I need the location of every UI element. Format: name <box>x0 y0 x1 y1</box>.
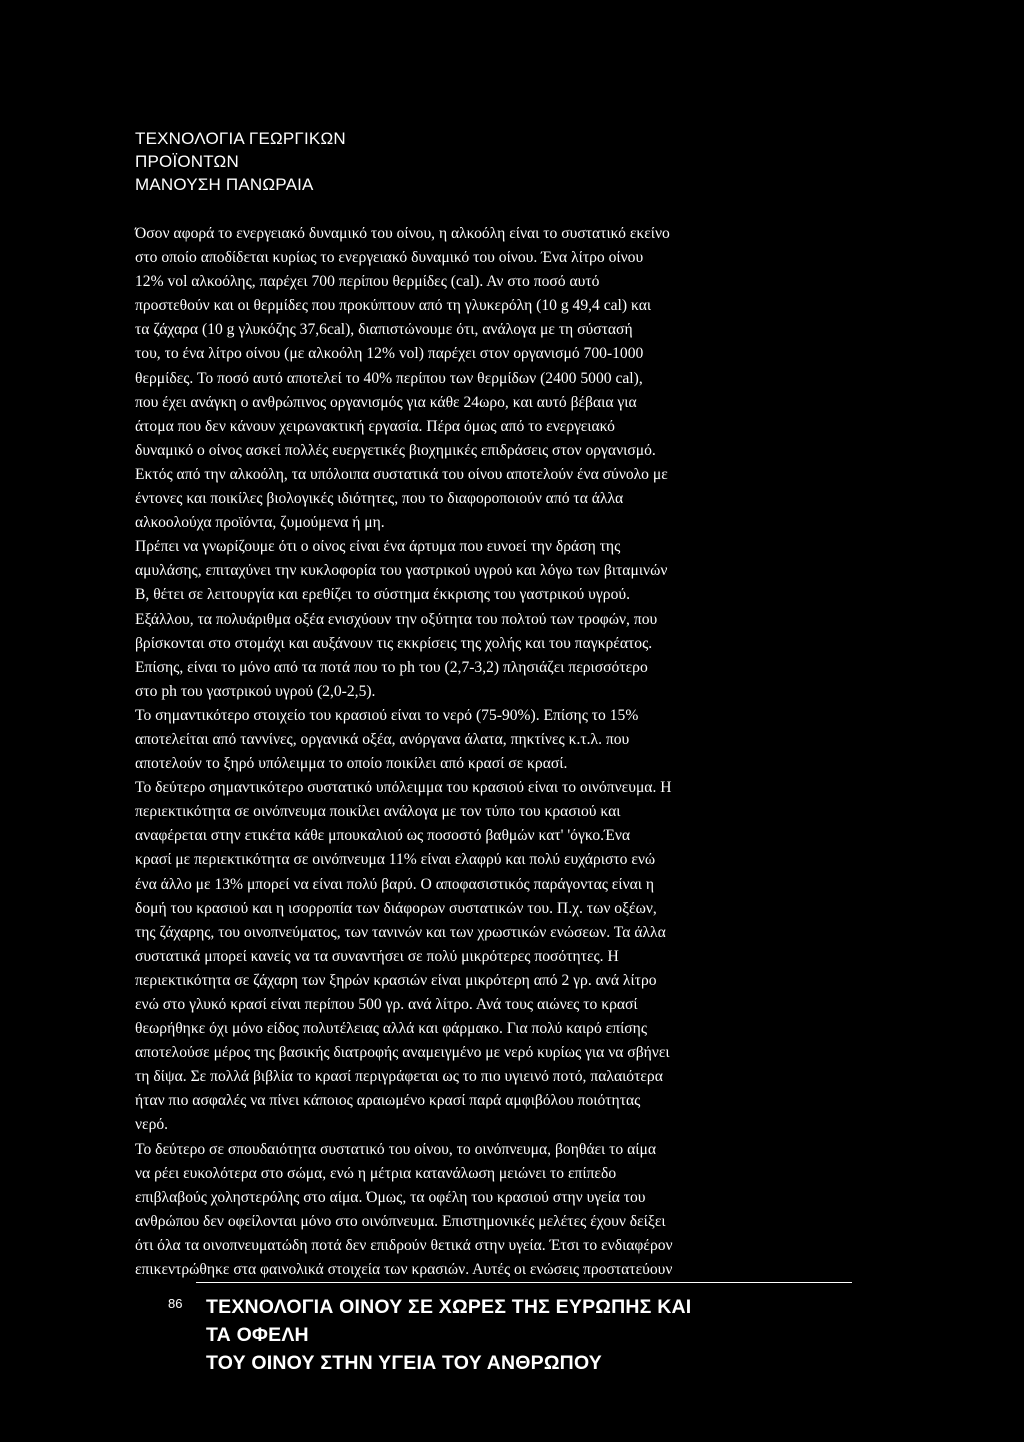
body-line: Όσον αφορά το ενεργειακό δυναμικό του οίνου, η αλκοόλη είναι το συστατικό εκείνο <box>135 225 670 242</box>
header-line-subject-cont: ΠΡΟΪΟΝΤΩΝ <box>135 152 239 171</box>
body-line: της ζάχαρης, του οινοπνεύματος, των τανινών και των χρωστικών ενώσεων. Τα άλλα <box>135 923 666 941</box>
body-line: βρίσκονται στο στομάχι και αυξάνουν τις εκκρίσεις της χολής και του παγκρέατος. <box>135 634 653 652</box>
body-line: Εξάλλου, τα πολυάριθμα οξέα ενισχύουν την οξύτητα του πολτού των τροφών, που <box>135 610 658 628</box>
body-line: περιεκτικότητα σε ζάχαρη των ξηρών κρασιών είναι μικρότερη από 2 γρ. ανά λίτρο <box>135 971 657 989</box>
header-line-author: ΜΑΝΟΥΣΗ ΠΑΝΩΡΑΙΑ <box>135 175 314 194</box>
body-line: δυναμικό ο οίνος ασκεί πολλές ευεργετικές βιοχημικές επιδράσεις στον οργανισμό. <box>135 441 656 459</box>
body-line: κρασί με περιεκτικότητα σε οινόπνευμα 11% είναι ελαφρύ και πολύ ευχάριστο ενώ <box>135 851 656 869</box>
body-line: Β, θέτει σε λειτουργία και ερεθίζει το σύστημα έκκρισης του γαστρικού υγρού. <box>135 586 630 604</box>
body-line: περιεκτικότητα σε οινόπνευμα ποικίλει ανάλογα με τον τύπο του κρασιού και <box>135 803 621 821</box>
footer-divider <box>196 1282 852 1283</box>
footer-title <box>206 1293 691 1377</box>
body-line: άτομα που δεν κάνουν χειρωνακτική εργασία. Πέρα όμως από το ενεργειακό <box>135 417 615 435</box>
body-line: ένα άλλο με 13% μπορεί να είναι πολύ βαρύ. Ο αποφασιστικός παράγοντας είναι η <box>135 875 655 893</box>
body-line: αποτελείται από ταννίνες, οργανικά οξέα, ανόργανα άλατα, πηκτίνες κ.τ.λ. που <box>135 730 630 748</box>
body-line: τη δίψα. Σε πολλά βιβλία το κρασί περιγράφεται ως το πιο υγιεινό ποτό, παλαιότερα <box>135 1068 663 1086</box>
document-header <box>135 127 346 196</box>
body-line: Πρέπει να γνωρίζουμε ότι ο οίνος είναι ένα άρτυμα που ευνοεί την δράση της <box>135 538 621 556</box>
body-line: θεωρήθηκε όχι μόνο είδος πολυτέλειας αλλά και φάρμακο. Για πολύ καιρό επίσης <box>135 1020 648 1038</box>
body-line: που έχει ανάγκη ο ανθρώπινος οργανισμός για κάθε 24ωρο, και αυτό βέβαια για <box>135 393 637 411</box>
body-line: ότι όλα τα οινοπνευματώδη ποτά δεν επιδρούν θετικά στην υγεία. Έτσι το ενδιαφέρον <box>135 1236 673 1254</box>
body-line: ενώ στο γλυκό κρασί είναι περίπου 500 γρ. ανά λίτρο. Ανά τους αιώνες το κρασί <box>135 996 638 1013</box>
page-number: 86 <box>168 1296 183 1311</box>
body-line: στο ph του γαστρικού υγρού (2,0-2,5). <box>135 682 376 700</box>
footer-title-line: ΤΟΥ ΟΙΝΟΥ ΣΤΗΝ ΥΓΕΙΑ ΤΟΥ ΑΝΘΡΩΠΟΥ <box>206 1352 602 1374</box>
body-line: αναφέρεται στην ετικέτα κάθε μπουκαλιού ως ποσοστό βαθμών κατ' 'όγκο.Ένα <box>135 827 631 845</box>
body-line: δομή του κρασιού και η ισορροπία των διάφορων συστατικών του. Π.χ. των οξέων, <box>135 899 657 917</box>
body-line: Το σημαντικότερο στοιχείο του κρασιού είναι το νερό (75-90%). Επίσης το 15% <box>135 706 639 724</box>
body-line: 12% vol αλκοόλης, παρέχει 700 περίπου θερμίδες (cal). Αν στο ποσό αυτό <box>135 273 600 291</box>
footer-title-line: ΤΕΧΝΟΛΟΓΙΑ ΟΙΝΟΥ ΣΕ ΧΩΡΕΣ ΤΗΣ ΕΥΡΩΠΗΣ ΚΑΙ <box>206 1296 692 1318</box>
body-line: επικεντρώθηκε στα φαινολικά στοιχεία των κρασιών. Αυτές οι ενώσεις προστατεύουν <box>135 1261 673 1279</box>
body-line: ήταν πιο ασφαλές να πίνει κάποιος αραιωμένο κρασί παρά αμφιβόλου ποιότητας <box>135 1092 641 1110</box>
body-line: Το δεύτερο σε σπουδαιότητα συστατικό του οίνου, το οινόπνευμα, βοηθάει το αίμα <box>135 1140 656 1158</box>
body-line: προστεθούν και οι θερμίδες που προκύπτουν από τη γλυκερόλη (10 g 49,4 cal) και <box>135 297 652 315</box>
body-line: αποτελούσε μέρος της βασικής διατροφής αναμειγμένο με νερό κυρίως για να σβήνει <box>135 1044 670 1062</box>
body-line: αλκοολούχα προϊόντα, ζυμούμενα ή μη. <box>135 514 385 532</box>
body-line: έντονες και ποικίλες βιολογικές ιδιότητες, που το διαφοροποιούν από τα άλλα <box>135 490 624 508</box>
body-line: αποτελούν το ξηρό υπόλειμμα το οποίο ποικίλει από κρασί σε κρασί. <box>135 755 568 773</box>
body-line: τα ζάχαρα (10 g γλυκόζης 37,6cal), διαπιστώνουμε ότι, ανάλογα με τη σύστασή <box>135 321 633 339</box>
footer-title-line: ΤΑ ΟΦΕΛΗ <box>206 1324 309 1346</box>
body-line: στο οποίο αποδίδεται κυρίως το ενεργειακό δυναμικό του οίνου. Ένα λίτρο οίνου <box>135 249 644 267</box>
body-line: Επίσης, είναι το μόνο από τα ποτά που το ph του (2,7-3,2) πλησιάζει περισσότερο <box>135 658 648 676</box>
body-line: να ρέει ευκολότερα στο σώμα, ενώ η μέτρια κατανάλωση μειώνει το επίπεδο <box>135 1164 617 1182</box>
body-line: νερό. <box>135 1116 169 1134</box>
body-line: ανθρώπου δεν οφείλονται μόνο στο οινόπνευμα. Επιστημονικές μελέτες έχουν δείξει <box>135 1212 666 1230</box>
body-text <box>135 222 850 1282</box>
header-line-subject: ΤΕΧΝΟΛΟΓΙΑ ΓΕΩΡΓΙΚΩΝ <box>135 129 346 148</box>
body-line: Το δεύτερο σημαντικότερο συστατικό υπόλειμμα του κρασιού είναι το οινόπνευμα. Η <box>135 779 672 797</box>
body-line: θερμίδες. Το ποσό αυτό αποτελεί το 40% περίπου των θερμίδων (2400 5000 cal), <box>135 369 643 387</box>
body-line: επιβλαβούς χοληστερόλης στο αίμα. Όμως, τα οφέλη του κρασιού στην υγεία του <box>135 1188 646 1206</box>
body-line: αμυλάσης, επιταχύνει την κυκλοφορία του γαστρικού υγρού και λόγω των βιταμινών <box>135 562 668 580</box>
body-line: του, το ένα λίτρο οίνου (με αλκοόλη 12% vol) παρέχει στον οργανισμό 700-1000 <box>135 345 644 363</box>
body-line: συστατικά μπορεί κανείς να τα συναντήσει σε πολύ μικρότερες ποσότητες. Η <box>135 947 619 965</box>
body-line: Εκτός από την αλκοόλη, τα υπόλοιπα συστατικά του οίνου αποτελούν ένα σύνολο με <box>135 465 668 483</box>
